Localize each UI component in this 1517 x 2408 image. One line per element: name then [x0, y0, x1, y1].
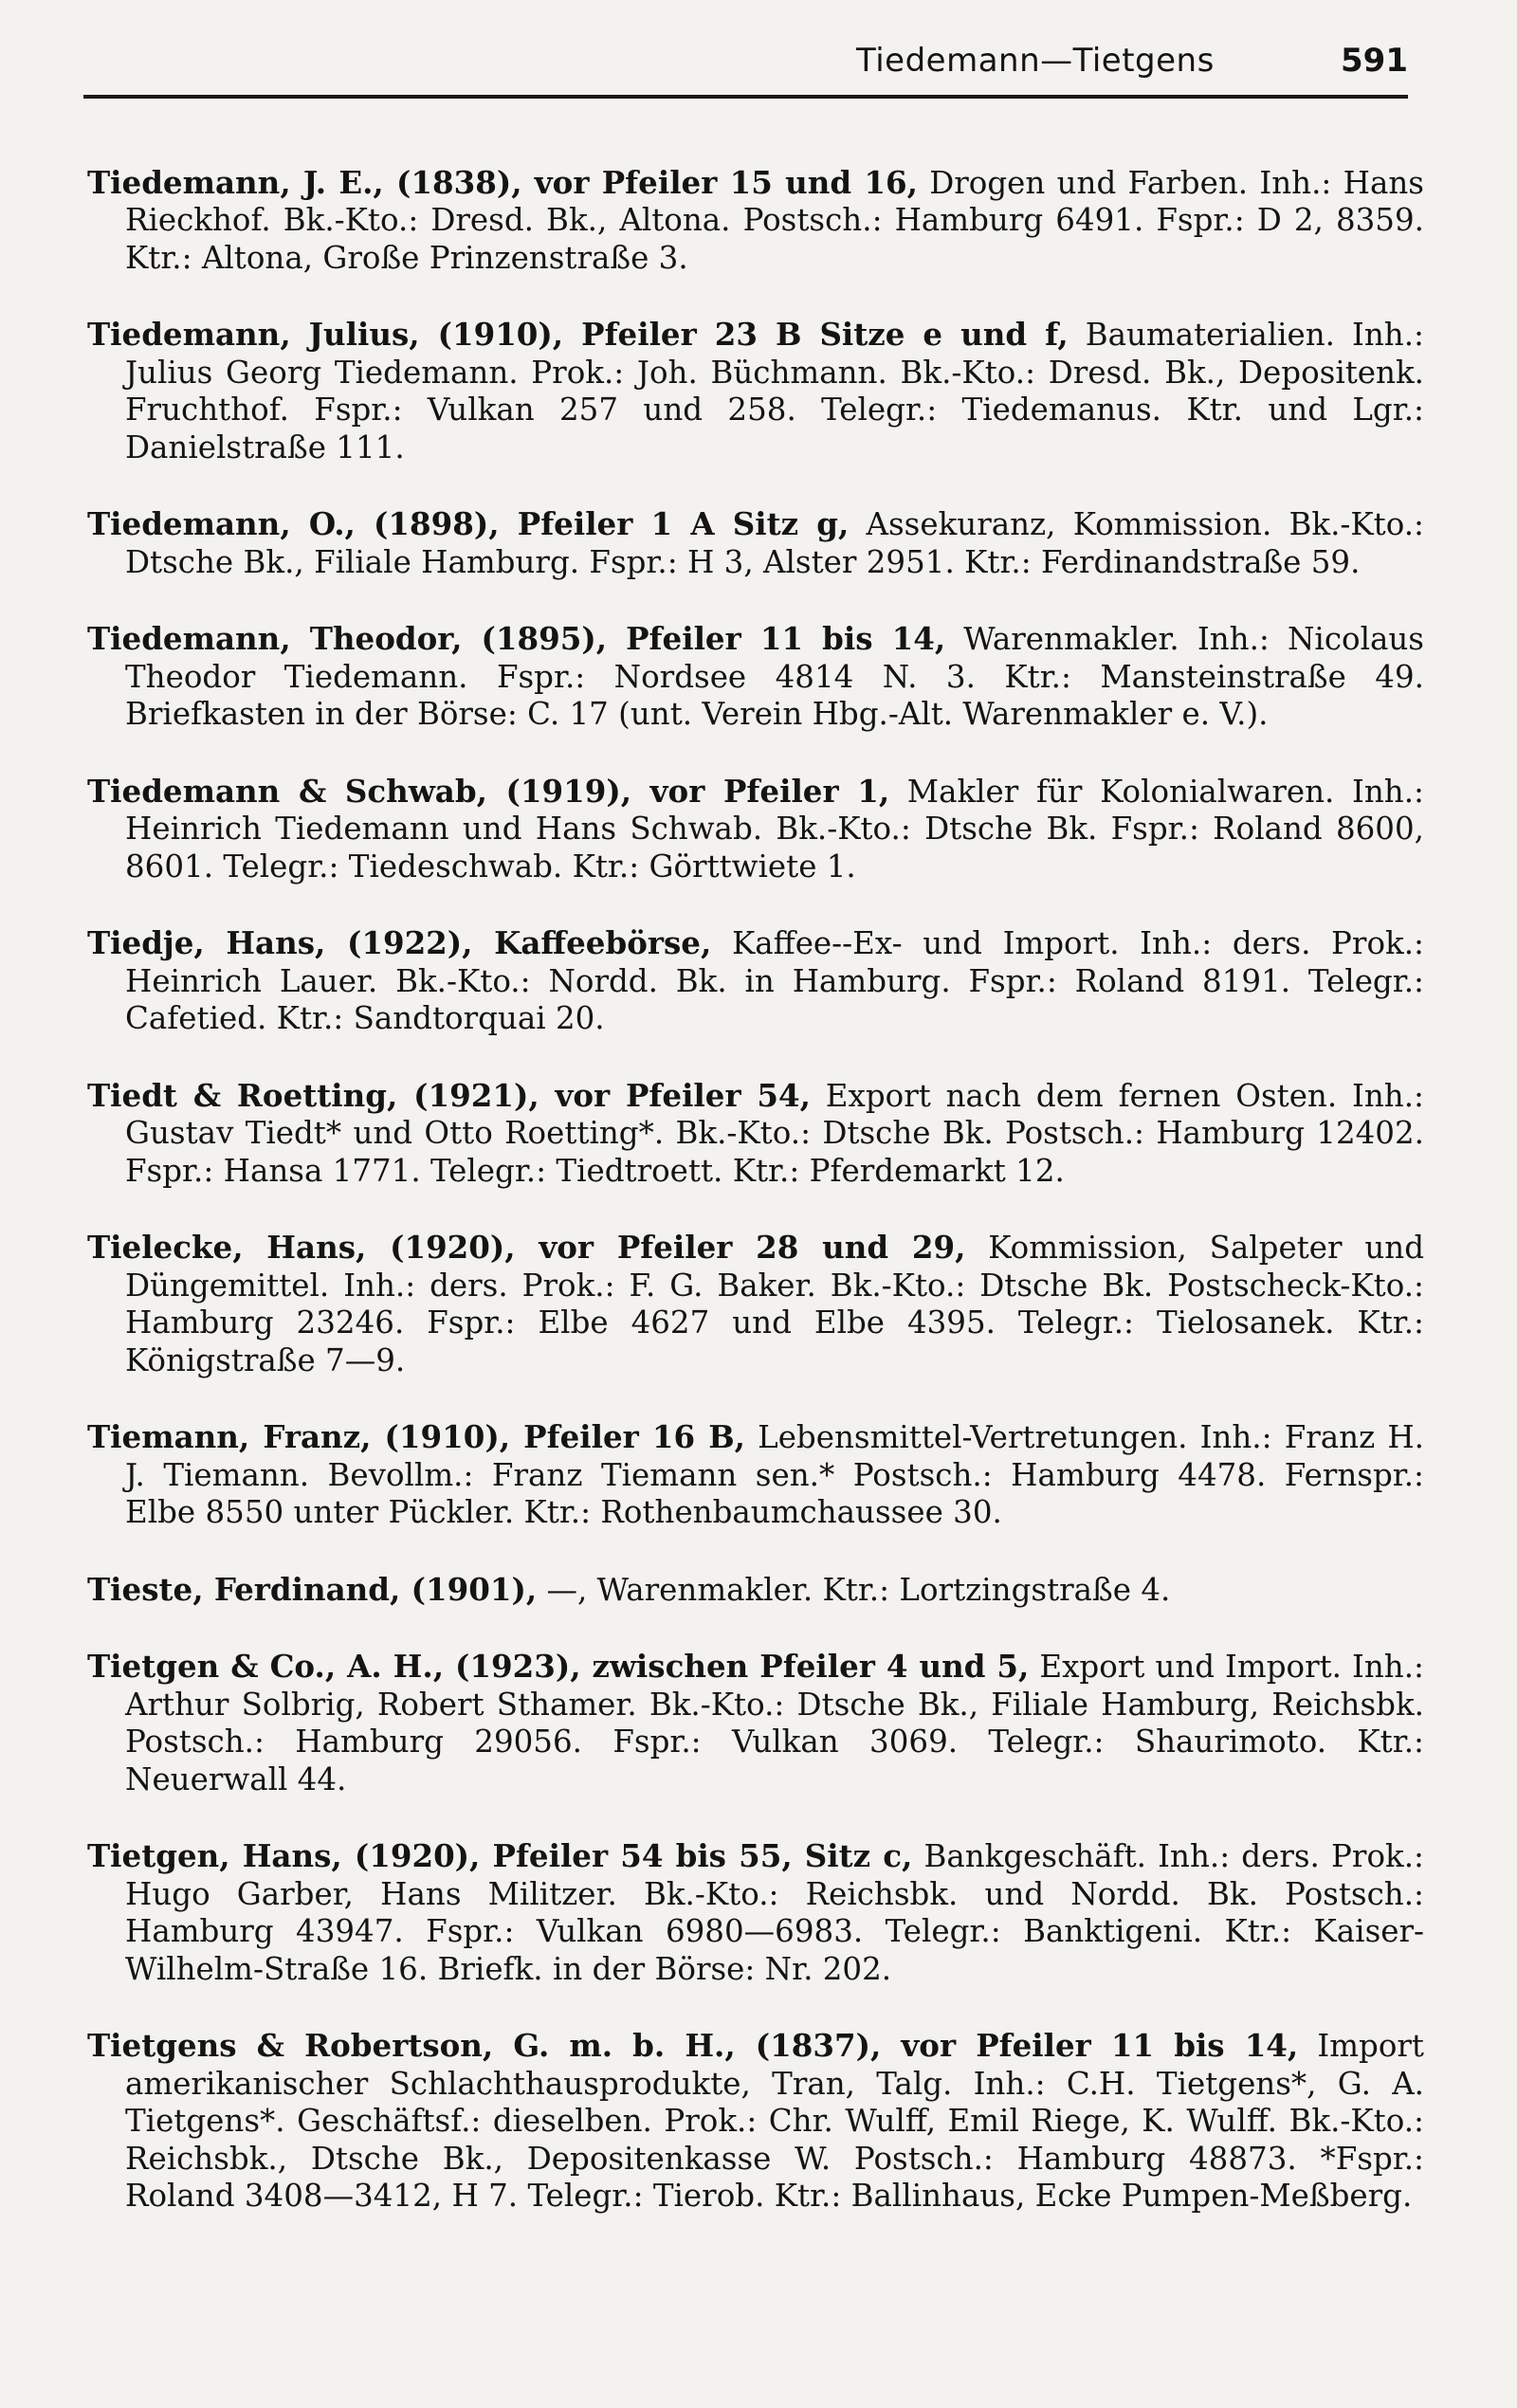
- entry-details: Makler für Kolonialwaren. Inh.: Heinrich Tiedemann und Hans Schwab. Bk.-Kto.: Dtsche Bk. Fspr.: Roland 8600, 8601. Telegr.: Tiedeschwab. Ktr.: Görttwiete 1.: [125, 773, 1425, 885]
- directory-entry: [87, 2027, 1424, 2216]
- directory-entries: [87, 133, 1424, 2254]
- entry-heading: Tiedemann, O., (1898), Pfeiler 1 A Sitz g,: [87, 505, 850, 542]
- entry-heading: Tieste, Ferdinand, (1901),: [87, 1570, 538, 1608]
- entry-heading: Tietgens & Robertson, G. m. b. H., (1837), vor Pfeiler 11 bis 14,: [87, 2027, 1299, 2064]
- entry-details: Drogen und Farben. Inh.: Hans Rieckhof. Bk.-Kto.: Dresd. Bk., Altona. Postsch.: Hamburg 6491. Fspr.: D 2, 8359. Ktr.: Altona, Große Prinzenstraße 3.: [125, 164, 1424, 276]
- entry-heading: Tielecke, Hans, (1920), vor Pfeiler 28 und 29,: [87, 1229, 966, 1266]
- entry-heading: Tietgen & Co., A. H., (1923), zwischen Pfeiler 4 und 5,: [87, 1648, 1030, 1685]
- directory-entry: [87, 1077, 1424, 1191]
- entry-heading: Tiedemann & Schwab, (1919), vor Pfeiler 1,: [87, 772, 890, 810]
- directory-entry: [87, 924, 1424, 1038]
- directory-entry: [87, 773, 1424, 886]
- entry-heading: Tiemann, Franz, (1910), Pfeiler 16 B,: [87, 1418, 745, 1455]
- directory-entry: [87, 505, 1424, 581]
- entry-details: Lebensmittel-Vertretungen. Inh.: Franz H. J. Tiemann. Bevollm.: Franz Tiemann sen.* Postsch.: Hamburg 4478. Fernspr.: Elbe 8550 unter Pückler. Ktr.: Rothenbaumchaussee 30.: [125, 1419, 1425, 1530]
- directory-entry: [87, 1571, 1424, 1610]
- entry-details: —, Warenmakler. Ktr.: Lortzingstraße 4.: [537, 1571, 1171, 1608]
- directory-entry: [87, 1837, 1424, 1988]
- entry-heading: Tietgen, Hans, (1920), Pfeiler 54 bis 55, Sitz c,: [87, 1837, 913, 1874]
- entry-details: Import amerikanischer Schlachthausprodukte, Tran, Talg. Inh.: C.H. Tietgens*, G. A. Tietgens*. Geschäftsf.: dieselben. Prok.: Chr. Wulff, Emil Riege, K. Wulff. Bk.-Kto.: Reichsbk., Dtsche Bk., Depositenkasse W. Postsch.: Hamburg 48873. *Fspr.: Roland 3408—3412, H 7. Telegr.: Tierob. Ktr.: Ballinhaus, Ecke Pumpen-Meßberg.: [125, 2028, 1424, 2214]
- running-head-title: Tiedemann—Tietgens: [856, 42, 1215, 80]
- entry-heading: Tiedemann, Theodor, (1895), Pfeiler 11 bis 14,: [87, 620, 946, 657]
- directory-entry: [87, 164, 1424, 278]
- running-head: [83, 36, 1408, 99]
- entry-heading: Tiedje, Hans, (1922), Kaffeebörse,: [87, 924, 712, 961]
- directory-entry: [87, 1648, 1424, 1798]
- entry-details: Baumaterialien. Inh.: Julius Georg Tiedemann. Prok.: Joh. Büchmann. Bk.-Kto.: Dresd. Bk., Depositenk. Fruchthof. Fspr.: Vulkan 257 und 258. Telegr.: Tiedemanus. Ktr. und Lgr.: Danielstraße 111.: [125, 317, 1424, 465]
- entry-heading: Tiedemann, J. E., (1838), vor Pfeiler 15 und 16,: [87, 163, 918, 201]
- entry-details: Warenmakler. Inh.: Nicolaus Theodor Tiedemann. Fspr.: Nordsee 4814 N. 3. Ktr.: Mansteinstraße 49. Briefkasten in der Börse: C. 17 (unt. Verein Hbg.-Alt. Warenmakler e. V.).: [125, 621, 1424, 732]
- entry-details: Export und Import. Inh.: Arthur Solbrig, Robert Sthamer. Bk.-Kto.: Dtsche Bk., Filiale Hamburg, Reichsbk. Postsch.: Hamburg 29056. Fspr.: Vulkan 3069. Telegr.: Shaurimoto. Ktr.: Neuerwall 44.: [125, 1649, 1424, 1797]
- entry-details: Kommission, Salpeter und Düngemittel. Inh.: ders. Prok.: F. G. Baker. Bk.-Kto.: Dtsche Bk. Postscheck-Kto.: Hamburg 23246. Fspr.: Elbe 4627 und Elbe 4395. Telegr.: Tielosanek. Ktr.: Königstraße 7—9.: [125, 1230, 1424, 1378]
- entry-details: Bankgeschäft. Inh.: ders. Prok.: Hugo Garber, Hans Militzer. Bk.-Kto.: Reichsbk. und Nordd. Bk. Postsch.: Hamburg 43947. Fspr.: Vulkan 6980—6983. Telegr.: Banktigeni. Ktr.: Kaiser-Wilhelm-Straße 16. Briefk. in der Börse: Nr. 202.: [125, 1838, 1424, 1987]
- entry-heading: Tiedt & Roetting, (1921), vor Pfeiler 54,: [87, 1076, 811, 1114]
- directory-entry: [87, 316, 1424, 466]
- directory-entry: [87, 1229, 1424, 1379]
- entry-details: Assekuranz, Kommission. Bk.-Kto.: Dtsche Bk., Filiale Hamburg. Fspr.: H 3, Alster 2951. Ktr.: Ferdinandstraße 59.: [125, 506, 1424, 580]
- page-number: 591: [1341, 42, 1408, 80]
- directory-entry: [87, 620, 1424, 734]
- entry-heading: Tiedemann, Julius, (1910), Pfeiler 23 B Sitze e und f,: [87, 316, 1069, 353]
- entry-details: Kaffee--Ex- und Import. Inh.: ders. Prok.: Heinrich Lauer. Bk.-Kto.: Nordd. Bk. in Hamburg. Fspr.: Roland 8191. Telegr.: Cafetied. Ktr.: Sandtorquai 20.: [125, 925, 1424, 1036]
- entry-details: Export nach dem fernen Osten. Inh.: Gustav Tiedt* und Otto Roetting*. Bk.-Kto.: Dtsche Bk. Postsch.: Hamburg 12402. Fspr.: Hansa 1771. Telegr.: Tiedtroett. Ktr.: Pferdemarkt 12.: [125, 1077, 1425, 1189]
- directory-entry: [87, 1418, 1424, 1532]
